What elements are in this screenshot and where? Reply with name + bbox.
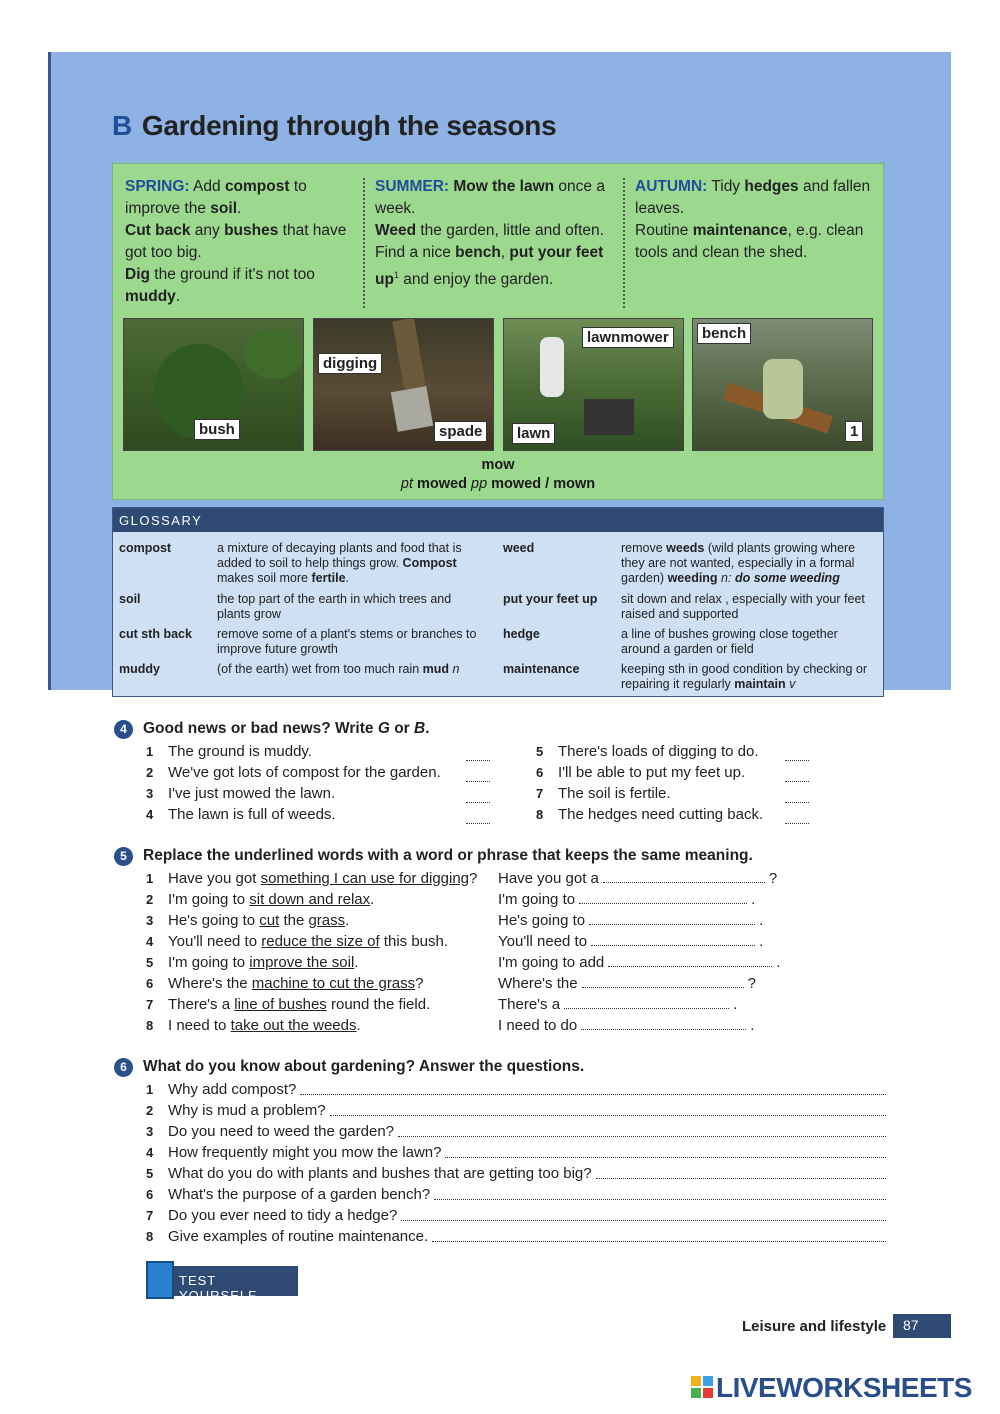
mow-forms: mow pt mowed pp mowed / mown bbox=[400, 457, 596, 492]
exercise-4-left: 1 The ground is muddy. 2 We've got lots of compost for the garden. 3 I've just mowed the lawn. 4 The lawn is full of weeds. bbox=[146, 743, 441, 823]
seasons-panel bbox=[112, 163, 884, 500]
glossary-header: GLOSSARY bbox=[113, 508, 883, 532]
exercise-5-heading: 5 Replace the underlined words with a word or phrase that keeps the same meaning. bbox=[114, 845, 753, 866]
gloss-term: maintenance bbox=[503, 662, 580, 676]
gloss-def: a mixture of decaying plants and food that is added to soil to help things grow. Compost makes soil more fertile. bbox=[217, 541, 462, 585]
bench-photo bbox=[692, 318, 873, 451]
bush-label: bush bbox=[194, 419, 240, 440]
exercise-6-heading: 6 What do you know about gardening? Answer the questions. bbox=[114, 1056, 584, 1077]
gloss-def: a line of bushes growing close together around a garden or field bbox=[621, 627, 838, 656]
digging-label: digging bbox=[318, 353, 382, 374]
answer-line-6-1[interactable] bbox=[300, 1079, 886, 1095]
answer-blank-5-8[interactable] bbox=[581, 1018, 746, 1030]
exercise-4-right: 5 There's loads of digging to do. 6 I'll be able to put my feet up. 7 The soil is fertile. 8 The hedges need cutting back. bbox=[536, 743, 764, 823]
footer-section: Leisure and lifestyle bbox=[742, 1318, 887, 1335]
gloss-term: hedge bbox=[503, 627, 540, 641]
exercise-6-questions: 1 Why add compost? 2 Why is mud a problem? 3 Do you need to weed the garden? 4 How frequently might you mow the lawn? 5 What do you do with plants and bushes that are getting too big? 6 What's the purpose of a garden bench? 7 Do you ever need to tidy a hedge? 8 Give examples of routine maintenance. bbox=[146, 1079, 886, 1247]
answer-line-6-2[interactable] bbox=[330, 1100, 886, 1116]
gloss-def: remove some of a plant's stems or branches to improve future growth bbox=[217, 627, 477, 656]
answer-line-6-5[interactable] bbox=[596, 1163, 886, 1179]
answer-blank-5-5[interactable] bbox=[608, 955, 772, 967]
gloss-term: muddy bbox=[119, 662, 160, 676]
gloss-term: compost bbox=[119, 541, 172, 555]
answer-blank-4-6[interactable] bbox=[785, 768, 809, 782]
answer-line-6-7[interactable] bbox=[401, 1205, 886, 1221]
gloss-def: keeping sth in good condition by checking or repairing it regularly maintain v bbox=[621, 662, 867, 691]
spring-column: SPRING: Add compost to improve the soil. Cut back any bushes that have got too big. Dig the ground if it's not too muddy. bbox=[125, 178, 347, 305]
answer-line-6-8[interactable] bbox=[432, 1226, 886, 1242]
gloss-def: sit down and relax , especially with your feet raised and supported bbox=[621, 592, 865, 621]
notebook-icon bbox=[146, 1261, 174, 1299]
answer-blank-5-4[interactable] bbox=[591, 934, 755, 946]
glossary-box bbox=[112, 507, 884, 697]
gloss-term: cut sth back bbox=[119, 627, 192, 641]
gloss-def: (of the earth) wet from too much rain mud n bbox=[217, 662, 460, 676]
lawn-label: lawn bbox=[512, 423, 555, 444]
answer-blank-5-2[interactable] bbox=[579, 892, 747, 904]
bench-label: bench bbox=[697, 323, 751, 344]
exercise-4-heading: 4 Good news or bad news? Write G or B. bbox=[114, 718, 430, 739]
answer-blank-4-5[interactable] bbox=[785, 747, 809, 761]
gloss-term: soil bbox=[119, 592, 141, 606]
lawnmower-photo bbox=[503, 318, 684, 451]
answer-blank-4-1[interactable] bbox=[466, 747, 490, 761]
gloss-def: the top part of the earth in which trees and plants grow bbox=[217, 592, 452, 621]
summer-column: SUMMER: Mow the lawn once a week. Weed the garden, little and often. Find a nice bench, put your feet $up^1$ and enjoy the garden. bbox=[375, 178, 605, 289]
answer-blank-4-3[interactable] bbox=[466, 789, 490, 803]
answer-line-6-4[interactable] bbox=[445, 1142, 886, 1158]
answer-blank-4-4[interactable] bbox=[466, 810, 490, 824]
page-number: 87 bbox=[893, 1314, 951, 1338]
answer-blank-4-2[interactable] bbox=[466, 768, 490, 782]
bush-photo bbox=[123, 318, 304, 451]
lawnmower-label: lawnmower bbox=[582, 327, 674, 348]
liveworksheets-logo: LIVEWORKSHEETS bbox=[690, 1372, 972, 1404]
answer-blank-4-7[interactable] bbox=[785, 789, 809, 803]
answer-line-6-3[interactable] bbox=[398, 1121, 886, 1137]
answer-blank-5-1[interactable] bbox=[603, 871, 765, 883]
answer-blank-5-6[interactable] bbox=[582, 976, 744, 988]
test-yourself-button[interactable]: TEST YOURSELF bbox=[146, 1266, 298, 1296]
gloss-term: put your feet up bbox=[503, 592, 598, 606]
gloss-term: weed bbox=[503, 541, 535, 555]
digging-photo bbox=[313, 318, 494, 451]
exercise-5-answers: Have you got a ? I'm going to . He's going to . You'll need to . I'm going to add . Where's the ? There's a . I need to do . bbox=[498, 870, 781, 1034]
footnote-marker: 1 bbox=[845, 421, 863, 442]
gloss-def: remove weeds (wild plants growing where they are not wanted, especially in a formal garden) weeding n: do some weeding bbox=[621, 541, 856, 585]
spade-label: spade bbox=[434, 421, 487, 442]
answer-blank-4-8[interactable] bbox=[785, 810, 809, 824]
section-title: B Gardening through the seasons bbox=[112, 110, 557, 141]
exercise-5-sentences: 1 Have you got something I can use for digging? 2 I'm going to sit down and relax. 3 He's going to cut the grass. 4 You'll need to reduce the size of this bush. 5 I'm going to improve the soil. 6 Where's the machine to cut the grass? 7 There's a line of bushes round the field. 8 I need to take out the weeds. bbox=[146, 870, 478, 1034]
autumn-column: AUTUMN: Tidy hedges and fallen leaves. Routine maintenance, e.g. clean tools and clean the shed. bbox=[635, 178, 871, 261]
answer-blank-5-7[interactable] bbox=[564, 997, 729, 1009]
answer-blank-5-3[interactable] bbox=[589, 913, 755, 925]
answer-line-6-6[interactable] bbox=[434, 1184, 886, 1200]
